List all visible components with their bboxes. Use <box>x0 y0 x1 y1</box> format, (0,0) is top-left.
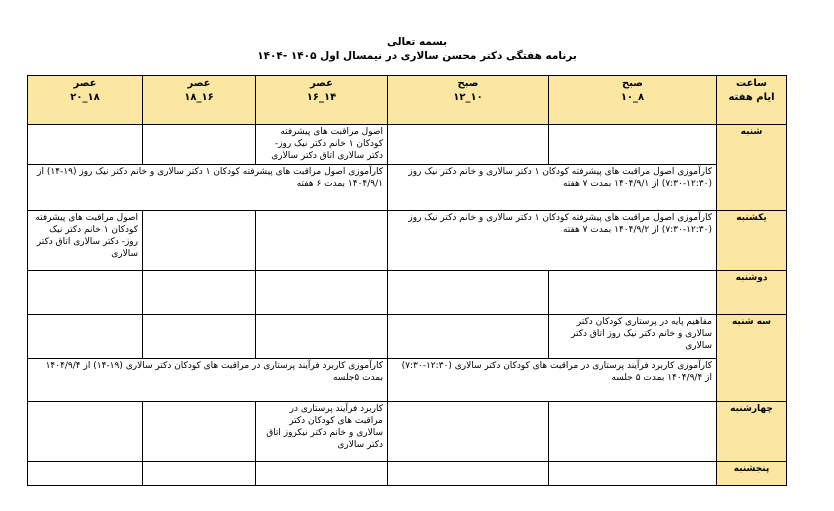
row-tuesday <box>28 315 787 359</box>
cell-empty <box>388 125 549 165</box>
cell-empty <box>549 462 717 486</box>
cell-empty <box>143 211 256 271</box>
row-saturday <box>28 125 787 165</box>
corner-day-label: ایام هفته <box>728 91 775 103</box>
period-label: صبح <box>622 78 643 89</box>
column-header-10-12 <box>388 76 549 125</box>
cell-saturday-14-16: اصول مراقبت های پیشرفته کودکان ۱ خانم دکتر نیک روز- دکتر سالاری اتاق دکتر سالاری <box>256 125 388 165</box>
time-range: ۱۰_۱۲ <box>453 91 483 103</box>
corner-header <box>717 76 787 125</box>
day-saturday: شنبه <box>717 125 787 211</box>
column-header-16-18 <box>143 76 256 125</box>
cell-empty <box>388 462 549 486</box>
cell-empty <box>28 271 143 315</box>
row-sunday <box>28 211 787 271</box>
cell-empty <box>143 402 256 462</box>
cell-empty <box>143 315 256 359</box>
row-thursday <box>28 462 787 486</box>
cell-empty <box>388 402 549 462</box>
cell-empty <box>256 462 388 486</box>
cell-tuesday-practicum-morning: کارآموزی کاربرد فرآیند پرستاری در مراقبت های کودکان دکتر سالاری (۱۲:۳۰-۷:۳۰) از ۱۴۰۴/۹/۴ بمدت ۵ جلسه <box>388 359 717 402</box>
period-label: عصر <box>73 78 97 89</box>
row-tuesday-practicum <box>28 359 787 402</box>
time-range: ۱۶_۱۸ <box>184 91 214 103</box>
period-label: عصر <box>187 78 211 89</box>
row-saturday-practicum <box>28 165 787 211</box>
cell-empty <box>28 462 143 486</box>
cell-empty <box>28 315 143 359</box>
row-wednesday <box>28 402 787 462</box>
cell-tuesday-8-10: مفاهیم پایه در پرستاری کودکان دکتر سالاری و خانم دکتر نیک روز اتاق دکتر سالاری <box>549 315 717 359</box>
document-title: بسمه تعالی <box>386 36 448 48</box>
cell-empty <box>549 402 717 462</box>
cell-empty <box>28 402 143 462</box>
cell-saturday-practicum-morning: کارآموزی اصول مراقبت های پیشرفته کودکان ۱ دکتر سالاری و خانم دکتر نیک روز (۱۲:۳۰-۷:۳۰) از ۱۴۰۴/۹/۱ بمدت ۷ هفته <box>388 165 717 211</box>
cell-empty <box>143 125 256 165</box>
day-sunday: یکشنبه <box>717 211 787 271</box>
cell-saturday-practicum-afternoon: کارآموزی اصول مراقبت های پیشرفته کودکان ۱ دکتر سالاری و خانم دکتر نیک روز (۱۹-۱۴) از ۱۴۰۴/۹/۱ بمدت ۶ هفته <box>28 165 388 211</box>
column-header-14-16 <box>256 76 388 125</box>
cell-empty <box>388 315 549 359</box>
cell-empty <box>549 271 717 315</box>
cell-empty <box>143 462 256 486</box>
cell-empty <box>256 315 388 359</box>
day-wednesday: چهارشنبه <box>717 402 787 462</box>
document-subtitle: برنامه هفتگی دکتر محسن سالاری در نیمسال اول ۱۴۰۵ -۱۴۰۴ <box>257 50 577 62</box>
day-tuesday: سه شنبه <box>717 315 787 402</box>
cell-empty <box>143 271 256 315</box>
time-range: ۱۸_۲۰ <box>70 91 100 103</box>
cell-empty <box>549 125 717 165</box>
row-monday <box>28 271 787 315</box>
cell-sunday-practicum-morning: کارآموزی اصول مراقبت های پیشرفته کودکان ۱ دکتر سالاری و خانم دکتر نیک روز (۱۲:۳۰-۷:۳۰) از ۱۴۰۴/۹/۲ بمدت ۷ هفته <box>388 211 717 271</box>
corner-time-label: ساعت <box>735 78 767 89</box>
time-range: ۸_۱۰ <box>620 91 645 103</box>
cell-empty <box>256 271 388 315</box>
period-label: عصر <box>310 78 333 89</box>
period-label: صبح <box>457 78 479 89</box>
day-thursday: پنجشنبه <box>717 462 787 486</box>
header-row <box>28 76 787 125</box>
day-monday: دوشنبه <box>717 271 787 315</box>
time-range: ۱۴_۱۶ <box>306 91 337 103</box>
cell-sunday-18-20: اصول مراقبت های پیشرفته کودکان ۱ خانم دکتر نیک روز- دکتر سالاری اتاق دکتر سالاری <box>28 211 143 271</box>
cell-empty <box>388 271 549 315</box>
cell-empty <box>28 125 143 165</box>
cell-wednesday-14-16: کاربرد فرآیند پرستاری در مراقبت های کودکان دکتر سالاری و خانم دکتر نیکروز اتاق دکتر سالاری <box>256 402 388 462</box>
cell-tuesday-practicum-afternoon: کارآموزی کاربرد فرآیند پرستاری در مراقبت های کودکان دکتر سالاری (۱۹-۱۴) از ۱۴۰۴/۹/۴ بمدت ۵جلسه <box>28 359 388 402</box>
column-header-8-10 <box>549 76 717 125</box>
cell-empty <box>256 211 388 271</box>
column-header-18-20 <box>28 76 143 125</box>
weekly-schedule-table <box>27 75 787 486</box>
